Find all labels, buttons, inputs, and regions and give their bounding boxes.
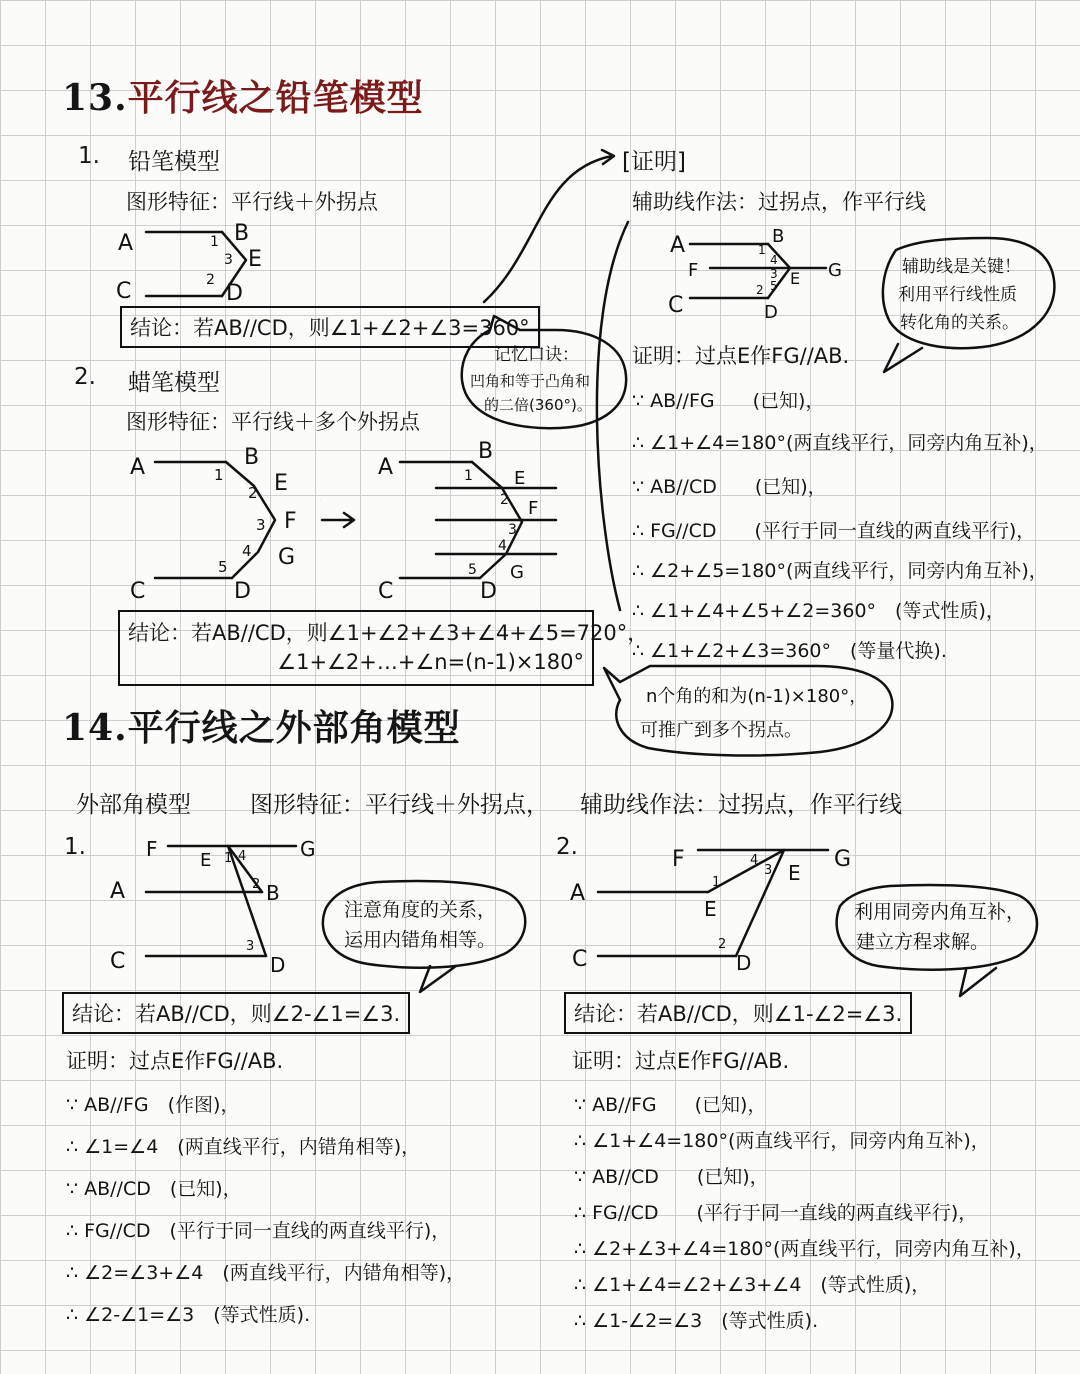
- label-d: D: [764, 302, 778, 323]
- angle-4: 4: [238, 849, 247, 864]
- section-13-number: 13.: [62, 77, 128, 119]
- label-d: D: [736, 951, 752, 975]
- note-2-text-2: 建立方程求解。: [856, 931, 990, 953]
- proof-line: ∵ AB//FG (已知)，: [574, 1094, 767, 1116]
- angle-1: 1: [712, 875, 721, 890]
- angle-5: 5: [218, 558, 228, 576]
- part-1-conclusion: 结论：若AB//CD，则∠1+∠2+∠3=360°: [120, 306, 540, 348]
- proof-line: ∴ ∠2=∠3+∠4 (两直线平行，内错角相等)，: [66, 1262, 466, 1284]
- note-1-bubble: [323, 881, 525, 968]
- angle-1: 1: [214, 466, 224, 484]
- proof-line: ∴ ∠2+∠3+∠4=180°(两直线平行，同旁内角互补)，: [574, 1238, 1035, 1260]
- angle-5: 5: [770, 279, 778, 293]
- angle-1: 1: [464, 468, 473, 484]
- memory-text-3: 的二倍(360°)。: [484, 396, 592, 414]
- part-2-label: 2.: [74, 364, 96, 390]
- arrow-glyph: →: [320, 500, 321, 501]
- key-text-1: 辅助线是关键！: [902, 257, 1021, 277]
- proof-line: ∴ ∠2-∠1=∠3 (等式性质).: [66, 1304, 311, 1326]
- label-g: G: [834, 847, 852, 872]
- angle-3: 3: [764, 863, 773, 878]
- label-c: C: [116, 279, 132, 304]
- label-g: G: [278, 545, 296, 570]
- label-g: G: [828, 260, 842, 281]
- part-1-feature: 图形特征：平行线＋外拐点: [126, 190, 378, 214]
- label-c: C: [572, 947, 588, 972]
- label-c: C: [378, 579, 394, 604]
- angle-2: 2: [252, 877, 261, 892]
- note-2-text-1: 利用同旁内角互补，: [854, 901, 1026, 923]
- proof-line: ∵ AB//FG (已知)，: [632, 390, 825, 412]
- label-c: C: [130, 579, 146, 604]
- angle-2: 2: [248, 484, 258, 502]
- label-a: A: [570, 881, 586, 906]
- part-1-name: 铅笔模型: [128, 149, 220, 175]
- arrow-to-proof: [484, 156, 612, 302]
- proof-line: ∴ ∠1=∠4 (两直线平行，内错角相等)，: [66, 1136, 421, 1158]
- angle-4: 4: [498, 538, 507, 554]
- generalize-text-1: n个角的和为(n-1)×180°，: [646, 686, 868, 707]
- proof-line: ∴ ∠1+∠2+∠3=360° (等量代换).: [632, 640, 947, 662]
- key-text-2: 利用平行线性质: [898, 285, 1017, 305]
- memory-text-2: 凹角和等于凸角和: [470, 372, 591, 390]
- exterior-aux-line: 辅助线作法：过拐点，作平行线: [580, 792, 902, 818]
- proof-line: ∴ ∠1+∠4+∠5+∠2=360° (等式性质)，: [632, 600, 1005, 622]
- angle-2: 2: [756, 283, 764, 297]
- label-d: D: [226, 281, 243, 306]
- label-a: A: [130, 455, 146, 480]
- crayon-tip: [226, 462, 275, 578]
- label-d: D: [234, 579, 251, 604]
- key-bubble-tail: [884, 344, 922, 372]
- proof-line: ∴ ∠1-∠2=∠3 (等式性质).: [574, 1310, 819, 1332]
- proof-line: ∴ ∠1+∠4=180°(两直线平行，同旁内角互补)，: [574, 1130, 990, 1152]
- proof-header: [证明]: [622, 149, 686, 175]
- label-f: F: [284, 509, 297, 534]
- segment-de: [736, 850, 784, 956]
- label-g: G: [510, 562, 524, 583]
- label-b: B: [234, 221, 250, 246]
- proof-line: ∴ FG//CD (平行于同一直线的两直线平行)，: [66, 1220, 451, 1242]
- proof-line: ∴ FG//CD (平行于同一直线的两直线平行)，: [632, 520, 1036, 542]
- model-1-conclusion: 结论：若AB//CD，则∠2-∠1=∠3.: [62, 992, 410, 1034]
- angle-4: 4: [750, 853, 759, 868]
- proof-line: ∴ ∠2+∠5=180°(两直线平行，同旁内角互补)，: [632, 560, 1048, 582]
- label-b: B: [266, 881, 280, 905]
- angle-2: 2: [718, 937, 727, 952]
- angle-3: 3: [508, 522, 517, 538]
- proof-intro: 证明：过点E作FG//AB.: [632, 344, 850, 368]
- angle-5: 5: [468, 562, 477, 578]
- label-c: C: [668, 293, 684, 318]
- model-2-conclusion: 结论：若AB//CD，则∠1-∠2=∠3.: [564, 992, 912, 1034]
- label-f: F: [146, 837, 158, 861]
- angle-3: 3: [256, 516, 266, 534]
- model-1-label: 1.: [64, 834, 86, 860]
- label-a: A: [670, 233, 686, 258]
- angle-3: 3: [770, 267, 778, 281]
- part-2-conclusion-line-2: ∠1+∠2+…+∠n=(n-1)×180°: [277, 650, 584, 674]
- note-2-tail: [960, 968, 996, 996]
- label-e: E: [200, 850, 212, 871]
- label-a: A: [110, 879, 126, 904]
- model-2-label: 2.: [556, 834, 578, 860]
- curve-line: [597, 222, 628, 610]
- section-13-text: 平行线之铅笔模型: [127, 77, 424, 119]
- note-1-text-2: 运用内错角相等。: [344, 929, 497, 951]
- proof-line: ∴ ∠1+∠4=180°(两直线平行，同旁内角互补)，: [632, 432, 1048, 454]
- label-e: E: [248, 247, 262, 272]
- proof-line: ∴ FG//CD (平行于同一直线的两直线平行)，: [574, 1202, 978, 1224]
- proof-line: ∵ AB//CD (已知)，: [574, 1166, 769, 1188]
- exterior-model-name: 外部角模型: [76, 792, 191, 818]
- angle-1: 1: [224, 851, 233, 866]
- note-1-tail: [420, 966, 456, 992]
- note-1-text-1: 注意角度的关系，: [344, 899, 497, 921]
- label-f: F: [528, 498, 539, 519]
- angle-4: 4: [770, 253, 778, 267]
- angle-3: 3: [224, 252, 233, 268]
- memory-text-1: 记忆口诀：: [494, 345, 579, 365]
- label-f: F: [688, 260, 699, 281]
- exterior-feature: 图形特征：平行线＋外拐点，: [250, 792, 549, 818]
- angle-3: 3: [246, 939, 255, 954]
- part-1-label: 1.: [78, 143, 100, 169]
- key-text-3: 转化角的关系。: [900, 313, 1019, 333]
- generalize-text-2: 可推广到多个拐点。: [640, 720, 802, 741]
- model-1-proof-intro: 证明：过点E作FG//AB.: [66, 1049, 284, 1073]
- figure-crayon-aux: [400, 462, 556, 578]
- note-2-bubble: [837, 885, 1037, 970]
- label-a: A: [378, 455, 394, 480]
- part-2-feature: 图形特征：平行线＋多个外拐点: [126, 410, 420, 434]
- proof-line: ∴ ∠1+∠4=∠2+∠3+∠4 (等式性质)，: [574, 1274, 931, 1296]
- angle-4: 4: [242, 542, 252, 560]
- label-d: D: [480, 579, 497, 604]
- angle-1: 1: [210, 234, 219, 250]
- label-b: B: [244, 445, 260, 470]
- label-d: D: [270, 953, 286, 977]
- label-e-lower: E: [704, 897, 717, 921]
- model-2-proof-intro: 证明：过点E作FG//AB.: [572, 1049, 790, 1073]
- label-f: F: [672, 847, 685, 872]
- angle-2: 2: [500, 492, 509, 508]
- angle-2: 2: [206, 272, 215, 288]
- label-e: E: [788, 861, 801, 885]
- label-g: G: [300, 837, 316, 861]
- part-2-name: 蜡笔模型: [128, 370, 220, 396]
- part-2-conclusion-line-1: 结论：若AB//CD，则∠1+∠2+∠3+∠4+∠5=720°，: [128, 621, 649, 645]
- label-e: E: [790, 269, 801, 288]
- proof-line: ∵ AB//CD (已知)，: [66, 1178, 242, 1200]
- section-14-text: 平行线之外部角模型: [127, 707, 461, 749]
- aux-line-method: 辅助线作法：过拐点，作平行线: [632, 190, 926, 214]
- label-e: E: [514, 468, 526, 489]
- label-b: B: [478, 439, 494, 464]
- label-a: A: [118, 231, 134, 256]
- label-e: E: [274, 471, 288, 496]
- label-b: B: [772, 226, 785, 247]
- generalize-bubble: [604, 666, 892, 755]
- section-14-number: 14.: [62, 707, 128, 749]
- proof-line: ∵ AB//FG (作图)，: [66, 1094, 240, 1116]
- proof-line: ∵ AB//CD (已知)，: [632, 476, 827, 498]
- label-c: C: [110, 949, 126, 974]
- angle-1: 1: [758, 243, 766, 257]
